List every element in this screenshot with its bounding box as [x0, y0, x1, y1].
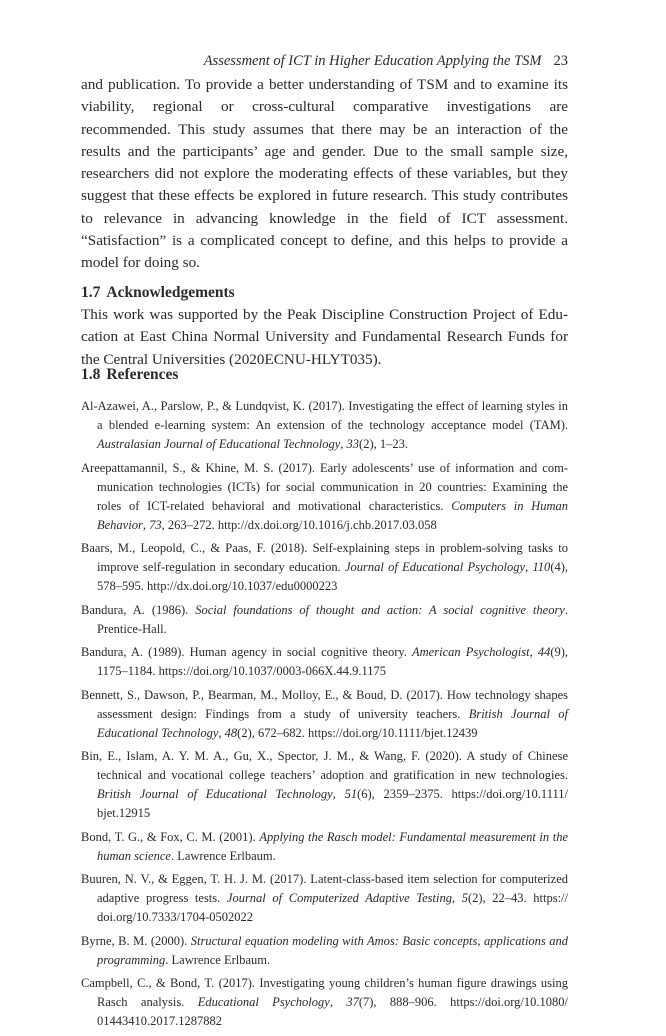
reference-details: (2), 1–23. [359, 437, 408, 451]
reference-details: (9), 1175–1184. https://doi.org/10.1037/0003-066X.44.9.1175 [97, 645, 569, 678]
reference-text: Baars, M., Leopold, C., & Paas, F. (2018). Self-explaining steps in problem-solving tasks to improve self-regulation in secondary education. [81, 541, 568, 574]
reference-source: Australasian Journal of Educational Technology [97, 437, 341, 451]
reference-text: Bin, E., Islam, A. Y. M. A., Gu, X., Spector, J. M., & Wang, F. (2020). A study of Chinese technical and vocational college teachers’ adoption and gratification in new technologies. [81, 749, 568, 782]
reference-text: Al-Azawei, A., Parslow, P., & Lundqvist, K. (2017). Investigating the effect of learning styles in a blended e-learning system: An extension of the technology acceptance model (TAM). [81, 399, 568, 432]
reference-volume: 37 [346, 995, 359, 1009]
reference-details: (2), 672–682. https://doi.org/10.1111/bjet.12439 [237, 725, 478, 740]
reference-source: Journal of Educational Psychology [344, 560, 526, 574]
reference-list [81, 397, 568, 1036]
reference-volume: 44 [537, 645, 551, 659]
reference-details: . Lawrence Erlbaum. [170, 848, 276, 863]
reference-item [81, 397, 568, 454]
reference-text: Byrne, B. M. (2000). [81, 933, 191, 948]
reference-source: British Journal of Educational Technology [97, 706, 568, 740]
reference-details: (2), 22–43. https:// doi.org/10.7333/1704-0502022 [97, 891, 569, 924]
reference-item [81, 974, 568, 1031]
reference-volume: 48 [224, 725, 238, 740]
reference-separator: , [142, 517, 150, 532]
reference-source: Applying the Rasch model: Fundamental measurement in the human science [97, 829, 568, 863]
reference-volume: 33 [346, 437, 360, 451]
reference-item [81, 643, 568, 681]
reference-details: (7), 888–906. https://doi.org/10.1080/ 01443410.2017.1287882 [97, 995, 568, 1028]
section-title: References [106, 366, 179, 383]
reference-volume: 110 [532, 560, 551, 574]
reference-text: Campbell, C., & Bond, T. (2017). Investigating young children’s human figure drawings using Rasch analysis. [81, 976, 568, 1009]
reference-item [81, 828, 568, 866]
reference-source: Computers in Human Behavior [97, 498, 568, 532]
running-title: Assessment of ICT in Higher Education Applying the TSM [203, 53, 542, 69]
reference-text: Bennett, S., Dawson, P., Bearman, M., Molloy, E., & Boud, D. (2017). How technology shapes assessment design: Findings from a study of university teachers. [81, 687, 568, 721]
reference-text: Bond, T. G., & Fox, C. M. (2001). [81, 829, 260, 844]
reference-details: (4), 578–595. http://dx.doi.org/10.1037/edu0000223 [97, 560, 569, 593]
section-number: 1.7 [81, 284, 101, 301]
reference-item [81, 601, 568, 639]
reference-item [81, 932, 568, 970]
reference-details: , 263–272. http://dx.doi.org/10.1016/j.chb.2017.03.058 [161, 517, 437, 532]
reference-separator: , [218, 725, 225, 740]
intro-paragraph: and publication. To provide a better understanding of TSM and to examine its viability, regional or cross-cultural comparative investigations are recommended. This study assumes that there may be an interaction of the results and the participants’ age and gender. Due to the small sample size, researchers did not explore the moderating effects of these variables, but they suggest that these effects be explored in future research. This study contributes to relevance in advancing knowledge in the field of ICT assessment. “Satisfaction” is a complicated concept to define, and this helps to provide a model for doing so. [81, 76, 568, 272]
reference-separator: , [340, 437, 347, 451]
reference-separator: , [525, 560, 533, 574]
reference-volume: 73 [149, 517, 162, 532]
reference-details: . Prentice-Hall. [97, 602, 568, 636]
reference-text: Bandura, A. (1989). Human agency in social cognitive theory. [81, 645, 413, 659]
reference-text: Areepattamannil, S., & Khine, M. S. (2017). Early adolescents’ use of information and communication technologies (ICTs) for social communication in 20 countries: Examining the roles of ICT-related behavioral and motivational characteristics. [81, 460, 568, 513]
reference-item [81, 686, 568, 743]
reference-item [81, 870, 568, 927]
reference-separator: , [529, 645, 538, 659]
acknowledgements-heading [81, 283, 235, 303]
reference-source: Structural equation modeling with Amos: Basic concepts, applications and programming [97, 933, 569, 967]
reference-volume: 51 [344, 787, 358, 801]
reference-item [81, 747, 568, 823]
reference-text: Buuren, N. V., & Eggen, T. H. J. M. (2017). Latent-class-based item selection for computerized adaptive progress tests. [81, 872, 568, 905]
section-title: Acknowledgements [106, 284, 235, 301]
reference-source: American Psychologist [412, 645, 530, 659]
reference-separator: , [332, 787, 345, 801]
acknowledgements-paragraph: This work was supported by the Peak Discipline Construction Project of Education at East China Normal University and Fundamental Research Funds for the Central Universities (2020ECNU-HLYT035). [81, 306, 568, 368]
reference-text: Bandura, A. (1986). [81, 602, 196, 617]
reference-item [81, 539, 568, 596]
section-number: 1.8 [81, 366, 101, 383]
reference-source: Social foundations of thought and action: A social cognitive theory [195, 602, 565, 617]
references-heading [81, 365, 178, 385]
reference-source: British Journal of Educational Technology [97, 787, 333, 801]
reference-details: . Lawrence Erlbaum. [165, 952, 271, 967]
running-header [0, 52, 568, 70]
page-number: 23 [553, 53, 568, 69]
reference-source: Journal of Computerized Adaptive Testing [226, 891, 452, 905]
reference-details: (6), 2359–2375. https://doi.org/10.1111/ bjet.12915 [97, 787, 568, 820]
reference-item [81, 459, 568, 535]
reference-volume: 5 [461, 891, 468, 905]
reference-source: Educational Psychology [197, 995, 330, 1009]
reference-separator: , [451, 891, 462, 905]
reference-separator: , [329, 995, 347, 1009]
